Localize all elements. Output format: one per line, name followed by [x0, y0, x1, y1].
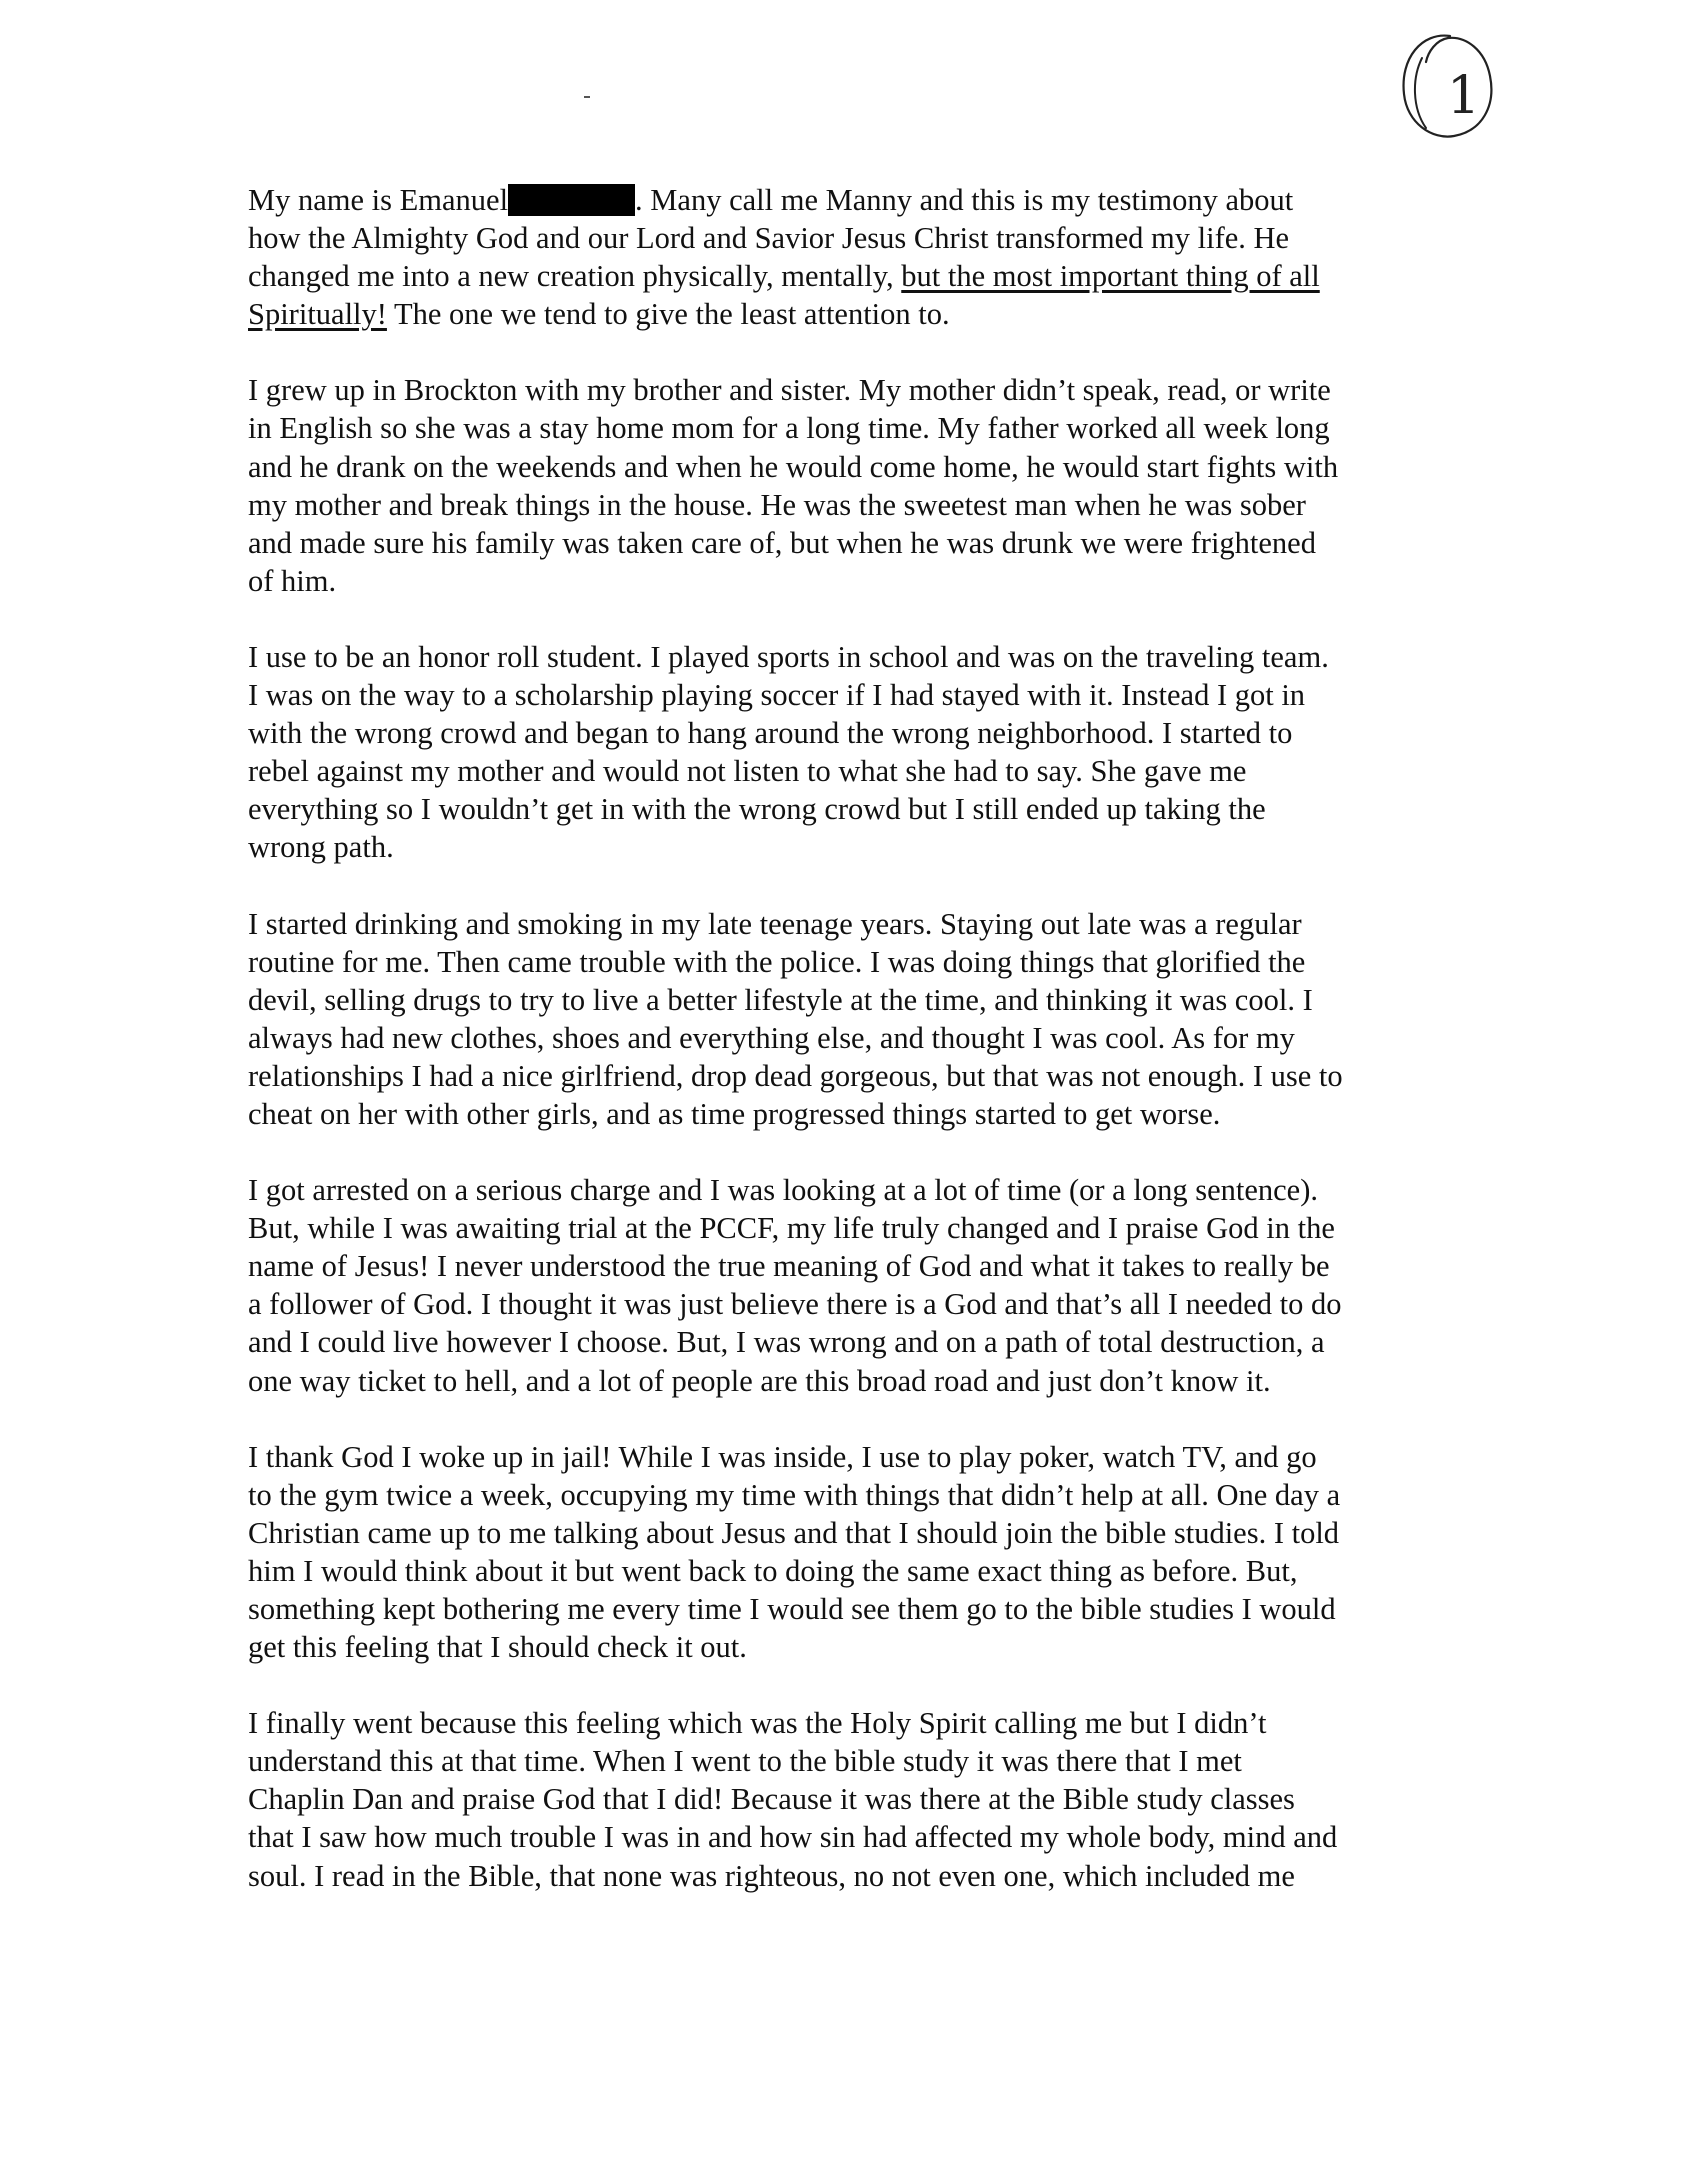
text-line: routine for me. Then came trouble with the police. I was doing things that glorified the — [248, 944, 1306, 979]
text-line: a follower of God. I thought it was just believe there is a God and that’s all I needed to do — [248, 1287, 1342, 1322]
paragraph-3 — [248, 638, 1488, 867]
text-line: and I could live however I choose. But, I was wrong and on a path of total destruction, a — [248, 1325, 1325, 1360]
text-line: But, while I was awaiting trial at the PCCF, my life truly changed and I praise God in the — [248, 1211, 1335, 1246]
text-line: I got arrested on a serious charge and I was looking at a lot of time (or a long sentence). — [248, 1173, 1318, 1208]
paragraph-4 — [248, 905, 1488, 1134]
text-line: Christian came up to me talking about Jesus and that I should join the bible studies. I told — [248, 1515, 1340, 1550]
text-line: I use to be an honor roll student. I played sports in school and was on the traveling team. — [248, 639, 1329, 674]
handwritten-page-number — [1392, 28, 1502, 148]
text-line: relationships I had a nice girlfriend, drop dead gorgeous, but that was not enough. I use to — [248, 1058, 1343, 1093]
text-line: get this feeling that I should check it out. — [248, 1630, 747, 1665]
text-line: changed me into a new creation physically, mentally, but the most important thing of all — [248, 259, 1320, 294]
text-line: My name is Emanuel . Many call me Manny and this is my testimony about — [248, 183, 1294, 217]
text-line: Chaplin Dan and praise God that I did! Because it was there at the Bible study classes — [248, 1782, 1295, 1817]
text-line: my mother and break things in the house. He was the sweetest man when he was sober — [248, 487, 1306, 522]
paragraph-5 — [248, 1171, 1488, 1400]
circled-number-mark — [1392, 28, 1502, 148]
page-number-text: 1 — [1447, 66, 1481, 126]
text-line: I grew up in Brockton with my brother and sister. My mother didn’t speak, read, or write — [248, 373, 1331, 408]
text-line: cheat on her with other girls, and as time progressed things started to get worse. — [248, 1096, 1221, 1131]
text-line: I finally went because this feeling which was the Holy Spirit calling me but I didn’t — [248, 1706, 1267, 1741]
text-line: I started drinking and smoking in my late teenage years. Staying out late was a regular — [248, 906, 1302, 941]
underlined-text: Spiritually! — [248, 297, 387, 332]
text-line: something kept bothering me every time I would see them go to the bible studies I would — [248, 1592, 1336, 1626]
paragraph-1 — [248, 181, 1488, 333]
text-line: with the wrong crowd and began to hang around the wrong neighborhood. I started to — [248, 716, 1293, 751]
testimony-body — [248, 181, 1488, 1933]
text-line: always had new clothes, shoes and everything else, and thought I was cool. As for my — [248, 1020, 1295, 1055]
text-line: everything so I wouldn’t get in with the wrong crowd but I still ended up taking the — [248, 792, 1266, 827]
text-line: to the gym twice a week, occupying my time with things that didn’t help at all. One day a — [248, 1477, 1341, 1512]
scan-speck — [584, 96, 590, 98]
underlined-text: but the most important thing of all — [901, 259, 1320, 294]
text-line: that I saw how much trouble I was in and how sin had affected my whole body, mind and — [248, 1820, 1338, 1855]
paragraph-6 — [248, 1438, 1488, 1667]
text-line: name of Jesus! I never understood the true meaning of God and what it takes to really be — [248, 1249, 1330, 1284]
text-line: rebel against my mother and would not listen to what she had to say. She gave me — [248, 754, 1247, 789]
text-line: in English so she was a stay home mom for a long time. My father worked all week long — [248, 411, 1330, 446]
text-line: and made sure his family was taken care of, but when he was drunk we were frightened — [248, 525, 1316, 560]
paragraph-7 — [248, 1704, 1488, 1894]
text-line: and he drank on the weekends and when he would come home, he would start fights with — [248, 449, 1339, 484]
text-line: him I would think about it but went back to doing the same exact thing as before. But, — [248, 1553, 1298, 1588]
text-line: wrong path. — [248, 830, 394, 865]
text-line: of him. — [248, 563, 337, 598]
text-line: I thank God I woke up in jail! While I was inside, I use to play poker, watch TV, and go — [248, 1439, 1317, 1474]
text-line: soul. I read in the Bible, that none was righteous, no not even one, which included me — [248, 1858, 1295, 1893]
text-line: devil, selling drugs to try to live a better lifestyle at the time, and thinking it was cool. I — [248, 982, 1313, 1017]
text-line: Spiritually! The one we tend to give the least attention to. — [248, 297, 950, 332]
text-line: I was on the way to a scholarship playing soccer if I had stayed with it. Instead I got in — [248, 678, 1306, 713]
redaction-box — [508, 184, 635, 216]
text-line: one way ticket to hell, and a lot of people are this broad road and just don’t know it. — [248, 1363, 1271, 1398]
paragraph-2 — [248, 371, 1488, 600]
text-line: understand this at that time. When I went to the bible study it was there that I met — [248, 1744, 1242, 1779]
text-line: how the Almighty God and our Lord and Savior Jesus Christ transformed my life. He — [248, 221, 1290, 256]
